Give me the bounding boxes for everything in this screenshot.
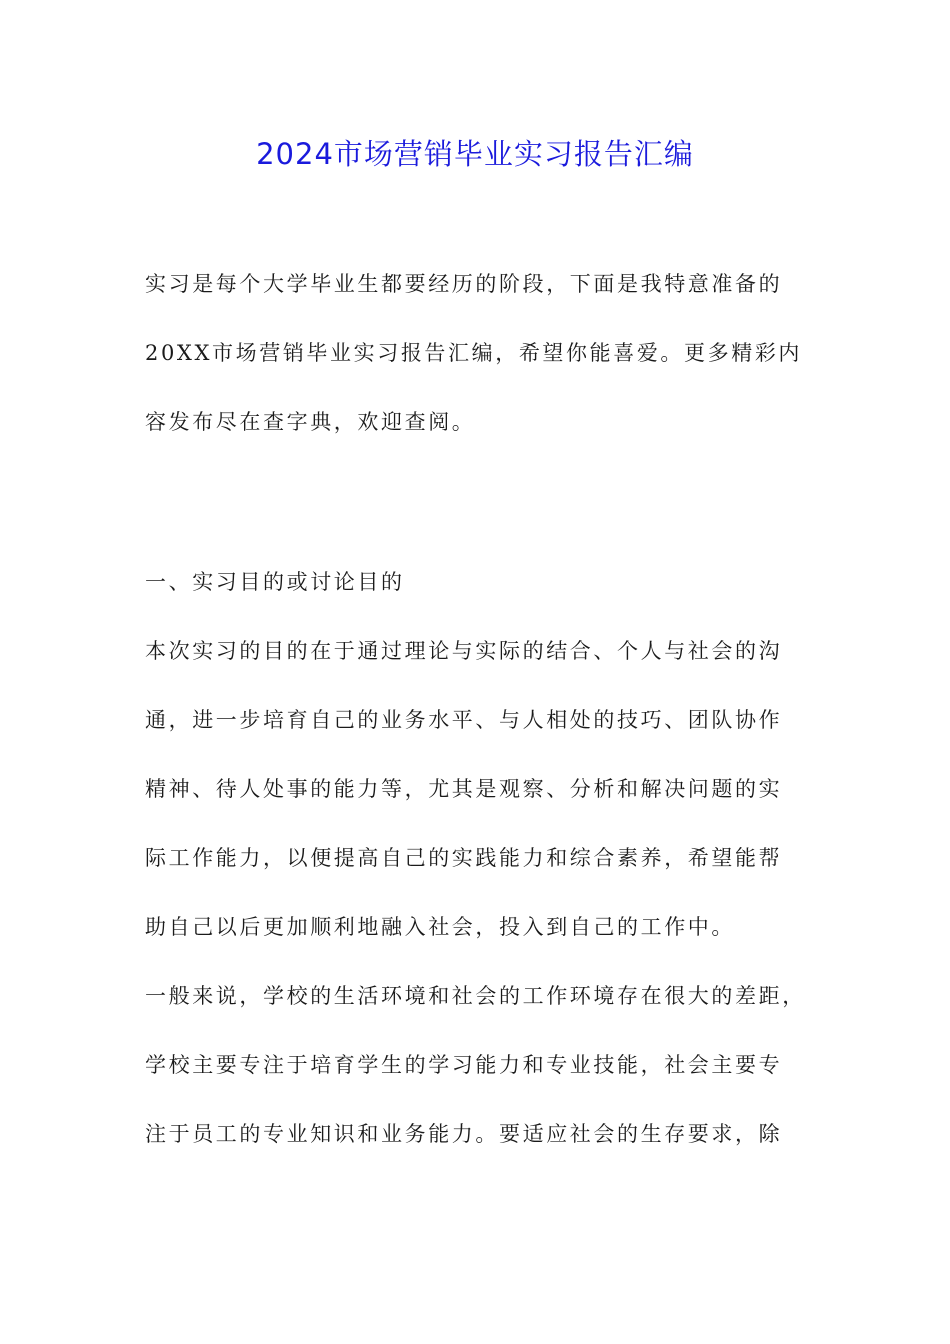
paragraph-line: 本次实习的目的在于通过理论与实际的结合、个人与社会的沟 <box>145 639 783 663</box>
section-1 <box>145 548 813 1169</box>
intro-line: 容发布尽在查字典，欢迎查阅。 <box>145 410 476 434</box>
intro-line: 20XX市场营销毕业实习报告汇编，希望你能喜爱。更多精彩内 <box>145 341 803 365</box>
section-1-paragraph-2 <box>145 962 813 1169</box>
section-1-paragraph-1 <box>145 617 813 962</box>
paragraph-line: 际工作能力，以便提高自己的实践能力和综合素养，希望能帮 <box>145 846 783 870</box>
paragraph-line: 通，进一步培育自己的业务水平、与人相处的技巧、团队协作 <box>145 708 783 732</box>
paragraph-line: 助自己以后更加顺利地融入社会，投入到自己的工作中。 <box>145 915 735 939</box>
intro-line: 实习是每个大学毕业生都要经历的阶段，下面是我特意准备的 <box>145 272 783 296</box>
document-title: 2024市场营销毕业实习报告汇编 <box>256 137 694 171</box>
paragraph-line: 学校主要专注于培育学生的学习能力和专业技能，社会主要专 <box>145 1053 783 1077</box>
paragraph-line: 精神、待人处事的能力等，尤其是观察、分析和解决问题的实 <box>145 777 783 801</box>
section-heading: 一、实习目的或讨论目的 <box>145 570 405 594</box>
paragraph-line: 注于员工的专业知识和业务能力。要适应社会的生存要求，除 <box>145 1122 783 1146</box>
paragraph-line: 一般来说，学校的生活环境和社会的工作环境存在很大的差距， <box>145 984 806 1008</box>
intro-paragraph <box>145 250 813 457</box>
